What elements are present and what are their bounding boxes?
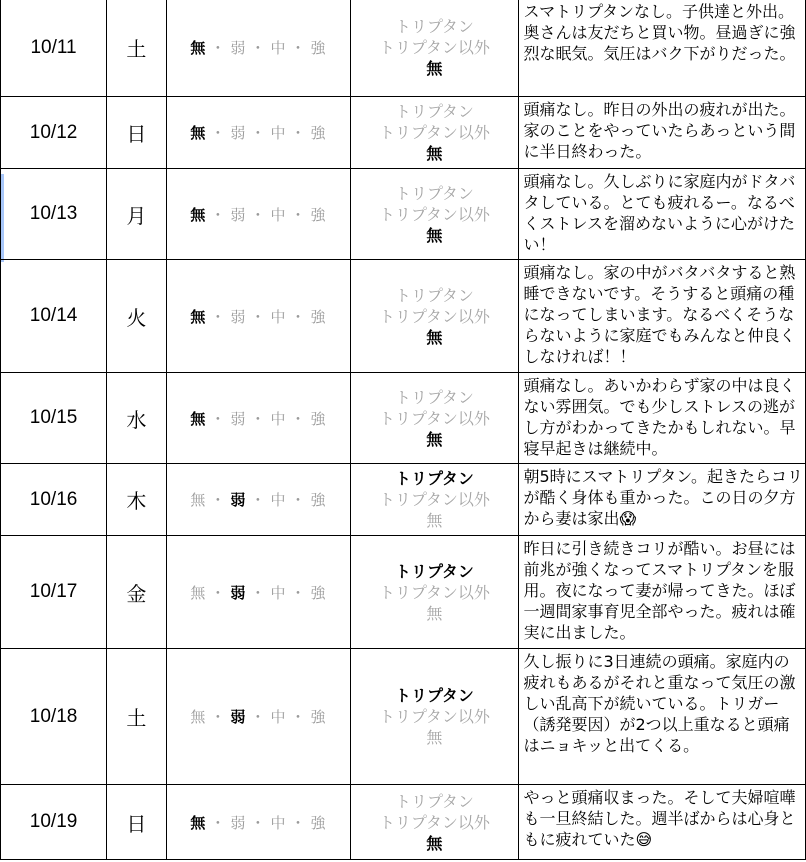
severity-option: 中 — [270, 708, 287, 726]
weekday-cell[interactable]: 日 — [107, 97, 166, 169]
severity-option: 無 — [190, 708, 207, 726]
separator-dot: ・ — [250, 39, 267, 57]
medication-cell[interactable] — [351, 464, 518, 536]
medication-option: トリプタン — [394, 561, 474, 581]
severity-option: 中 — [270, 39, 287, 57]
note-cell[interactable]: 頭痛なし。家の中がバタバタすると熟睡できないです。そうすると頭痛の種になってしまいます。なるべくそうならないように家庭でもみんなと仲良くしなければ！！ — [518, 260, 806, 373]
medication-option: トリプタン以外 — [378, 812, 490, 832]
severity-option: 無 — [190, 39, 207, 57]
separator-dot: ・ — [290, 307, 307, 326]
severity-option: 中 — [270, 583, 287, 602]
separator-dot: ・ — [250, 583, 267, 602]
separator-dot: ・ — [290, 491, 307, 509]
medication-option: トリプタン以外 — [378, 204, 490, 224]
weekday-cell[interactable]: 木 — [107, 464, 166, 536]
severity-option: 中 — [270, 813, 287, 832]
severity-option: 強 — [310, 813, 327, 832]
medication-option: 無 — [426, 429, 443, 449]
separator-dot: ・ — [250, 708, 267, 726]
table-row — [1, 260, 806, 373]
severity-option: 中 — [270, 491, 287, 509]
date-cell[interactable]: 10/13 — [1, 169, 107, 260]
medication-cell[interactable] — [351, 97, 518, 169]
medication-cell[interactable] — [351, 373, 518, 464]
medication-option: 無 — [426, 833, 443, 853]
note-cell[interactable]: 頭痛なし。昨日の外出の疲れが出た。家のことをやっていたらあっという間に半日終わった。 — [518, 97, 806, 169]
severity-option: 弱 — [230, 124, 247, 142]
medication-cell[interactable] — [351, 649, 518, 785]
severity-option: 無 — [190, 583, 207, 602]
date-cell[interactable]: 10/19 — [1, 785, 107, 860]
separator-dot: ・ — [210, 39, 227, 57]
severity-cell[interactable] — [166, 260, 351, 373]
table-row — [1, 373, 806, 464]
date-cell[interactable]: 10/15 — [1, 373, 107, 464]
weekday-cell[interactable]: 火 — [107, 260, 166, 373]
severity-option: 強 — [310, 307, 327, 326]
weekday-cell[interactable]: 土 — [107, 649, 166, 785]
medication-option: トリプタン以外 — [378, 38, 490, 57]
medication-option: 無 — [426, 728, 443, 747]
table-row — [1, 97, 806, 169]
severity-option: 無 — [190, 813, 207, 832]
medication-option: トリプタン以外 — [378, 582, 490, 602]
medication-option: 無 — [426, 59, 443, 78]
medication-cell[interactable] — [351, 536, 518, 649]
severity-option: 中 — [270, 124, 287, 142]
separator-dot: ・ — [210, 124, 227, 142]
medication-option: トリプタン以外 — [378, 306, 490, 326]
severity-cell[interactable] — [166, 373, 351, 464]
weekday-cell[interactable]: 土 — [107, 0, 166, 97]
note-cell[interactable]: 久し振りに3日連続の頭痛。家庭内の疲れもあるがそれと重なって気圧の激しい乱高下が続いている。トリガー（誘発要因）が2つ以上重なると頭痛はニョキッと出てくる。 — [518, 649, 806, 785]
separator-dot: ・ — [250, 205, 267, 224]
separator-dot: ・ — [290, 813, 307, 832]
medication-option: トリプタン以外 — [378, 707, 490, 726]
note-cell[interactable]: 頭痛なし。久しぶりに家庭内がドタバタしている。とても疲れるー。なるべくストレスを溜めないように心がけたい！ — [518, 169, 806, 260]
severity-cell[interactable] — [166, 169, 351, 260]
medication-option: 無 — [426, 511, 443, 530]
severity-cell[interactable] — [166, 0, 351, 97]
separator-dot: ・ — [210, 307, 227, 326]
severity-option: 無 — [190, 124, 207, 142]
date-cell[interactable]: 10/18 — [1, 649, 107, 785]
separator-dot: ・ — [250, 813, 267, 832]
severity-option: 中 — [270, 307, 287, 326]
severity-option: 弱 — [230, 708, 247, 726]
severity-option: 無 — [190, 491, 207, 509]
severity-option: 無 — [190, 307, 207, 326]
medication-option: トリプタン — [394, 791, 474, 811]
severity-cell[interactable] — [166, 97, 351, 169]
separator-dot: ・ — [210, 813, 227, 832]
note-cell[interactable]: スマトリプタンなし。子供達と外出。奥さんは友だちと買い物。昼過ぎに強烈な眠気。気圧はバク下がりだった。 — [518, 0, 806, 97]
separator-dot: ・ — [290, 583, 307, 602]
severity-option: 強 — [310, 583, 327, 602]
severity-option: 弱 — [230, 813, 247, 832]
medication-option: 無 — [426, 327, 443, 347]
severity-cell[interactable] — [166, 464, 351, 536]
separator-dot: ・ — [290, 205, 307, 224]
severity-option: 中 — [270, 205, 287, 224]
severity-option: 強 — [310, 205, 327, 224]
severity-option: 無 — [190, 409, 207, 428]
weekday-cell[interactable]: 金 — [107, 536, 166, 649]
medication-option: 無 — [426, 144, 443, 163]
note-cell[interactable]: 朝5時にスマトリプタン。起きたらコリが酷く身体も重かった。この日の夕方から妻は家出😱 — [518, 464, 806, 536]
separator-dot: ・ — [290, 124, 307, 142]
severity-option: 強 — [310, 39, 327, 57]
separator-dot: ・ — [250, 307, 267, 326]
severity-option: 中 — [270, 409, 287, 428]
medication-option: トリプタン — [394, 102, 474, 121]
medication-option: トリプタン — [394, 387, 474, 407]
weekday-cell[interactable]: 水 — [107, 373, 166, 464]
separator-dot: ・ — [290, 39, 307, 57]
separator-dot: ・ — [210, 409, 227, 428]
medication-option: トリプタン — [394, 17, 474, 36]
medication-option: トリプタン以外 — [378, 490, 490, 509]
separator-dot: ・ — [250, 124, 267, 142]
date-cell[interactable]: 10/12 — [1, 97, 107, 169]
medication-option: トリプタン — [394, 686, 474, 705]
medication-option: トリプタン以外 — [378, 408, 490, 428]
note-cell[interactable]: やっと頭痛収まった。そして夫婦喧嘩も一旦終結した。週半ばからは心身ともに疲れていた😅 — [518, 785, 806, 860]
note-cell[interactable]: 昨日に引き続きコリが酷い。お昼には前兆が強くなってスマトリプタンを服用。夜になって妻が帰ってきた。ほぼ一週間家事育児全部やった。疲れは確実に出ました。 — [518, 536, 806, 649]
severity-option: 弱 — [230, 583, 247, 602]
medication-cell[interactable] — [351, 785, 518, 860]
weekday-cell[interactable]: 月 — [107, 169, 166, 260]
separator-dot: ・ — [210, 583, 227, 602]
medication-option: 無 — [426, 225, 443, 245]
medication-cell[interactable] — [351, 260, 518, 373]
weekday-cell[interactable]: 日 — [107, 785, 166, 860]
date-cell[interactable]: 10/11 — [1, 0, 107, 97]
severity-option: 弱 — [230, 307, 247, 326]
severity-option: 強 — [310, 491, 327, 509]
date-cell[interactable]: 10/17 — [1, 536, 107, 649]
table-row — [1, 169, 806, 260]
severity-option: 強 — [310, 409, 327, 428]
note-cell[interactable]: 頭痛なし。あいかわらず家の中は良くない雰囲気。でも少しストレスの逃がし方がわかってきたかもしれない。早寝早起きは継続中。 — [518, 373, 806, 464]
medication-option: トリプタン — [394, 285, 474, 305]
medication-option: トリプタン以外 — [378, 123, 490, 142]
severity-option: 強 — [310, 708, 327, 726]
severity-cell[interactable] — [166, 785, 351, 860]
separator-dot: ・ — [290, 708, 307, 726]
separator-dot: ・ — [250, 409, 267, 428]
separator-dot: ・ — [210, 491, 227, 509]
date-cell[interactable]: 10/14 — [1, 260, 107, 373]
table-row — [1, 0, 806, 97]
separator-dot: ・ — [210, 205, 227, 224]
severity-option: 弱 — [230, 409, 247, 428]
severity-option: 弱 — [230, 205, 247, 224]
medication-option: トリプタン — [394, 183, 474, 203]
severity-cell[interactable] — [166, 649, 351, 785]
severity-option: 強 — [310, 124, 327, 142]
medication-option: 無 — [426, 603, 443, 623]
table-row — [1, 464, 806, 536]
table-row — [1, 536, 806, 649]
separator-dot: ・ — [210, 708, 227, 726]
separator-dot: ・ — [250, 491, 267, 509]
medication-cell[interactable] — [351, 0, 518, 97]
table-row — [1, 649, 806, 785]
severity-option: 弱 — [230, 491, 247, 509]
table-row — [1, 785, 806, 860]
date-cell[interactable]: 10/16 — [1, 464, 107, 536]
severity-option: 弱 — [230, 39, 247, 57]
separator-dot: ・ — [290, 409, 307, 428]
medication-cell[interactable] — [351, 169, 518, 260]
medication-option: トリプタン — [394, 469, 474, 488]
severity-option: 無 — [190, 205, 207, 224]
severity-cell[interactable] — [166, 536, 351, 649]
